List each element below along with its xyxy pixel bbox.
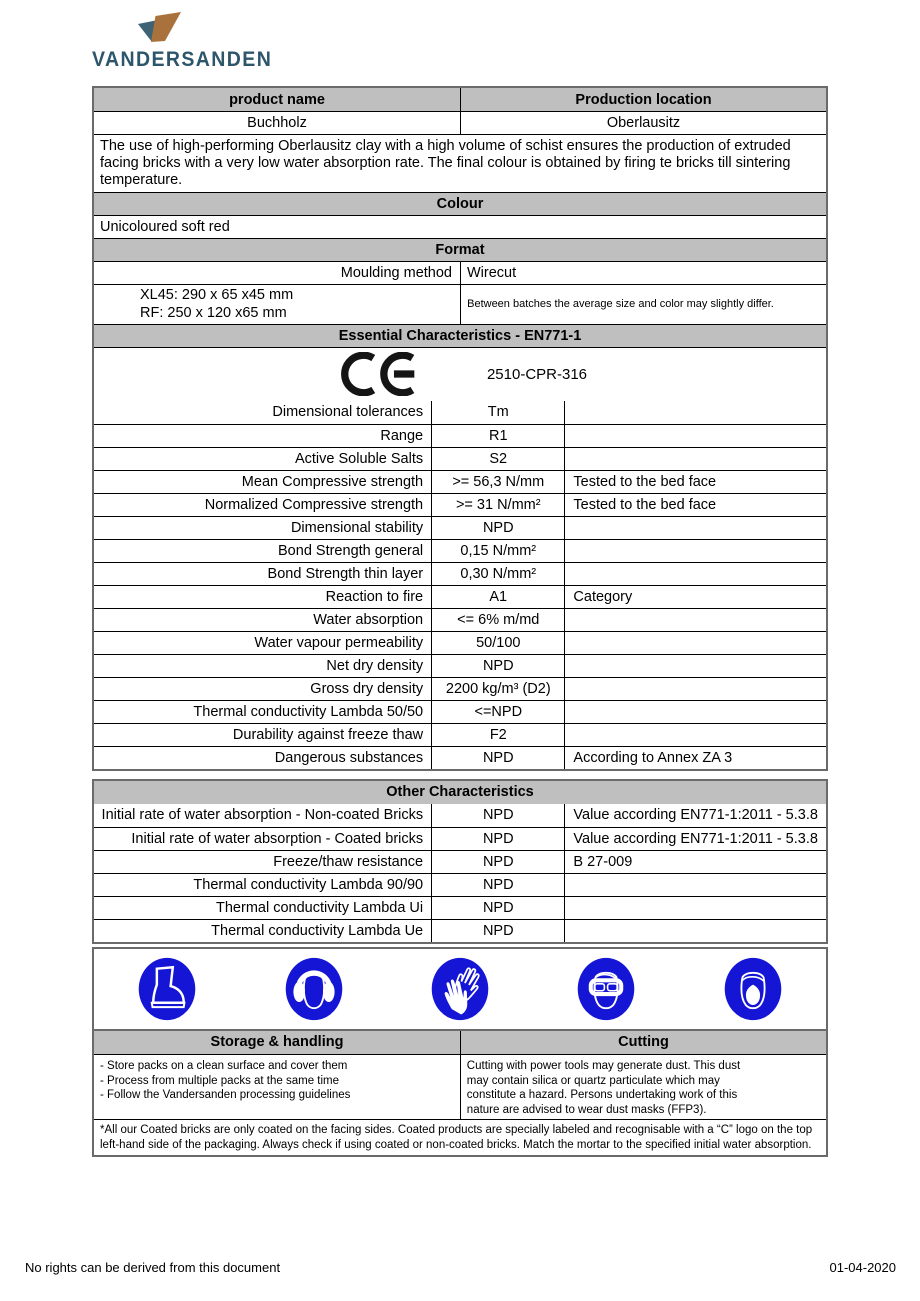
sizes-row	[94, 284, 826, 323]
brand-logo	[92, 12, 312, 72]
row-label: Freeze/thaw resistance	[273, 853, 424, 870]
row-value: R1	[431, 425, 564, 447]
row-comment	[564, 724, 826, 746]
cutting-warning: Cutting with power tools may generate dust. This dust may contain silica or quartz particulate which may constitute a hazard. Persons undertaking work of this nature are advised to wear dust masks (FFP3).	[460, 1055, 826, 1120]
ppe-icons-strip	[92, 947, 828, 1029]
footer-disclaimer: No rights can be derived from this document	[25, 1260, 281, 1275]
characteristic-row	[94, 723, 826, 746]
row-label: Dimensional tolerances	[272, 404, 424, 421]
colour-header: Colour	[436, 196, 484, 213]
row-value: Tm	[431, 401, 564, 424]
row-label: Bond Strength thin layer	[267, 565, 424, 582]
row-value: F2	[431, 724, 564, 746]
ppe-cell	[94, 957, 240, 1021]
other-header: Other Characteristics	[386, 784, 534, 801]
characteristic-row	[94, 804, 826, 827]
row-value: <=NPD	[431, 701, 564, 723]
row-comment	[564, 563, 826, 585]
row-label: Net dry density	[326, 657, 424, 674]
essential-header-row	[94, 324, 826, 347]
row-comment: Value according EN771-1:2011 - 5.3.8	[564, 828, 826, 850]
row-value: 0,15 N/mm²	[431, 540, 564, 562]
characteristic-row	[94, 746, 826, 769]
safety-boots-icon	[138, 957, 196, 1021]
characteristic-row	[94, 470, 826, 493]
ce-row	[94, 347, 826, 401]
moulding-method-row	[94, 261, 826, 284]
row-value: NPD	[431, 517, 564, 539]
batch-note: Between batches the average size and color may slightly differ.	[460, 285, 826, 323]
characteristic-row	[94, 827, 826, 850]
format-header: Format	[435, 242, 485, 259]
row-comment	[564, 540, 826, 562]
row-comment: Tested to the bed face	[564, 494, 826, 516]
row-label: Initial rate of water absorption - Coated bricks	[131, 830, 424, 847]
row-value: <= 6% m/md	[431, 609, 564, 631]
row-value: A1	[431, 586, 564, 608]
text-line: - Process from multiple packs at the same time	[100, 1074, 340, 1087]
characteristic-row	[94, 677, 826, 700]
row-label: Mean Compressive strength	[241, 473, 424, 490]
production-location-value: Oberlausitz	[460, 112, 826, 134]
characteristic-row	[94, 850, 826, 873]
brand-wordmark: VANDERSANDEN	[92, 48, 273, 71]
text-line: - Follow the Vandersanden processing guidelines	[100, 1089, 351, 1102]
characteristic-row	[94, 700, 826, 723]
row-comment	[564, 448, 826, 470]
eye-protection-icon	[577, 957, 635, 1021]
row-value: 0,30 N/mm²	[431, 563, 564, 585]
row-label: Range	[380, 427, 424, 444]
row-value: NPD	[431, 828, 564, 850]
characteristic-row	[94, 516, 826, 539]
row-comment: According to Annex ZA 3	[564, 747, 826, 769]
characteristic-row	[94, 608, 826, 631]
ear-protection-icon	[285, 957, 343, 1021]
text-line: XL45: 290 x 65 x45 mm	[140, 287, 294, 304]
product-name-header: product name	[229, 91, 325, 108]
ppe-cell	[240, 957, 386, 1021]
row-comment	[564, 401, 826, 424]
ppe-cell	[387, 957, 533, 1021]
footnote-row	[94, 1119, 826, 1155]
section-gap	[92, 771, 828, 779]
storage-guidelines	[94, 1055, 460, 1120]
storage-header: Storage & handling	[210, 1034, 344, 1051]
essential-rows	[94, 401, 826, 769]
row-value: NPD	[431, 804, 564, 827]
characteristic-row	[94, 424, 826, 447]
row-value: NPD	[431, 655, 564, 677]
row-label: Thermal conductivity Lambda 90/90	[193, 876, 424, 893]
colour-value-row	[94, 215, 826, 238]
main-table	[92, 86, 828, 771]
moulding-method-label: Moulding method	[340, 265, 452, 282]
other-header-row	[94, 781, 826, 804]
cutting-header: Cutting	[460, 1031, 826, 1054]
other-characteristics-table	[92, 779, 828, 944]
storage-cutting-content-row	[94, 1054, 826, 1120]
row-comment: Category	[564, 586, 826, 608]
row-value: NPD	[431, 897, 564, 919]
characteristic-row	[94, 919, 826, 942]
product-header-row	[94, 88, 826, 111]
row-label: Initial rate of water absorption - Non-coated Bricks	[101, 807, 424, 824]
coated-bricks-footnote: *All our Coated bricks are only coated on the facing sides. Coated products are specially labeled and recognisable with a “C” logo on the top left-hand side of the packaging. Always check if using coated or non-coated bricks. Match the mortar to the specified initial water absorption.	[100, 1124, 813, 1151]
row-label: Thermal conductivity Lambda 50/50	[193, 703, 424, 720]
production-location-header: Production location	[460, 88, 826, 111]
characteristic-row	[94, 585, 826, 608]
row-comment	[564, 874, 826, 896]
description-row	[94, 134, 826, 192]
row-value: 50/100	[431, 632, 564, 654]
moulding-method-value: Wirecut	[460, 262, 826, 284]
row-comment	[564, 678, 826, 700]
format-sizes	[94, 285, 460, 323]
row-value: NPD	[431, 747, 564, 769]
row-comment: B 27-009	[564, 851, 826, 873]
storage-cutting-table	[92, 1029, 828, 1158]
ppe-cell	[533, 957, 679, 1021]
ce-certificate-code: 2510-CPR-316	[486, 365, 588, 383]
footer-date: 01-04-2020	[829, 1260, 896, 1275]
row-label: Durability against freeze thaw	[232, 726, 424, 743]
row-label: Water vapour permeability	[254, 634, 424, 651]
characteristic-row	[94, 631, 826, 654]
row-label: Dangerous substances	[274, 749, 424, 766]
row-label: Thermal conductivity Lambda Ui	[216, 899, 424, 916]
row-comment	[564, 655, 826, 677]
row-label: Reaction to fire	[325, 588, 424, 605]
storage-cutting-header-row	[94, 1031, 826, 1054]
row-value: NPD	[431, 874, 564, 896]
characteristic-row	[94, 654, 826, 677]
row-label: Normalized Compressive strength	[204, 496, 424, 513]
text-line: - Store packs on a clean surface and cover them	[100, 1059, 348, 1072]
characteristic-row	[94, 896, 826, 919]
row-comment	[564, 701, 826, 723]
row-comment	[564, 425, 826, 447]
row-comment	[564, 920, 826, 942]
dust-mask-icon	[724, 957, 782, 1021]
row-label: Active Soluble Salts	[294, 450, 424, 467]
ce-mark-icon	[333, 352, 437, 396]
brand-logo-icon	[138, 12, 184, 46]
format-header-row	[94, 238, 826, 261]
other-rows	[94, 804, 826, 942]
characteristic-row	[94, 493, 826, 516]
row-value: 2200 kg/m³ (D2)	[431, 678, 564, 700]
row-comment: Value according EN771-1:2011 - 5.3.8	[564, 804, 826, 827]
product-name-value: Buchholz	[247, 115, 307, 131]
row-comment: Tested to the bed face	[564, 471, 826, 493]
protective-gloves-icon	[431, 957, 489, 1021]
row-comment	[564, 609, 826, 631]
row-comment	[564, 632, 826, 654]
row-value: NPD	[431, 851, 564, 873]
document-body	[92, 86, 828, 1157]
row-label: Dimensional stability	[290, 519, 424, 536]
row-label: Gross dry density	[310, 680, 424, 697]
colour-value: Unicoloured soft red	[100, 219, 230, 236]
characteristic-row	[94, 873, 826, 896]
product-value-row	[94, 111, 826, 134]
characteristic-row	[94, 562, 826, 585]
row-comment	[564, 517, 826, 539]
row-value: >= 31 N/mm²	[431, 494, 564, 516]
characteristic-row	[94, 539, 826, 562]
row-value: S2	[431, 448, 564, 470]
ppe-cell	[680, 957, 826, 1021]
row-value: NPD	[431, 920, 564, 942]
text-line: RF: 250 x 120 x65 mm	[140, 305, 287, 322]
characteristic-row	[94, 447, 826, 470]
characteristic-row	[94, 401, 826, 424]
row-value: >= 56,3 N/mm	[431, 471, 564, 493]
colour-header-row	[94, 192, 826, 215]
row-label: Bond Strength general	[278, 542, 424, 559]
row-label: Water absorption	[313, 611, 424, 628]
row-label: Thermal conductivity Lambda Ue	[211, 922, 424, 939]
product-description: The use of high-performing Oberlausitz clay with a high volume of schist ensures the production of extruded facing bricks with a very low water absorption rate. The final colour is obtained by firing te bricks till sintering temperature.	[100, 138, 791, 189]
row-comment	[564, 897, 826, 919]
essential-header: Essential Characteristics - EN771-1	[338, 327, 582, 344]
